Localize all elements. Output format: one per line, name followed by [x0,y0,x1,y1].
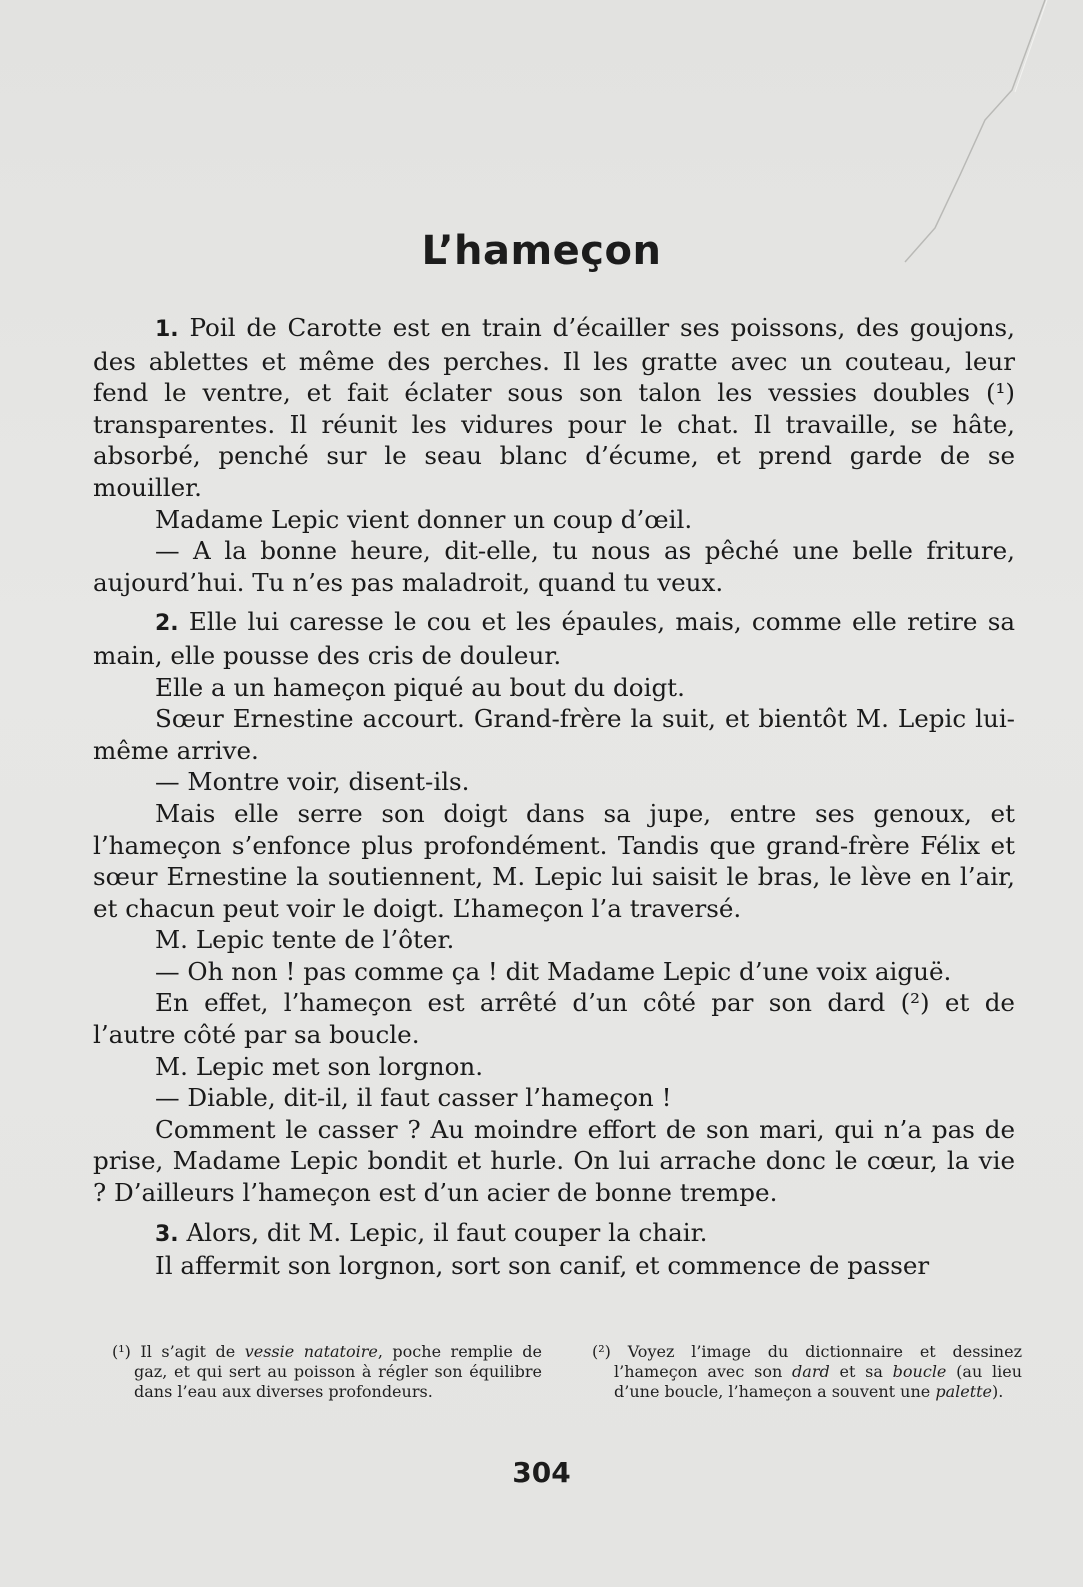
paragraph-3: — A la bonne heure, dit-elle, tu nous as pêché une belle friture, aujourd’hui. Tu n’es pas maladroit, quand tu veux. [93,536,1015,597]
paragraph-9: M. Lepic tente de l’ôter. [155,925,455,955]
page-number: 304 [512,1456,571,1489]
footnote-text: (au lieu d’une boucle, l’hameçon a souvent une [614,1362,1023,1401]
paragraph-13: — Diable, dit-il, il faut casser l’hameçon ! [155,1083,672,1113]
footnote-text: ). [992,1382,1004,1401]
footnote-italic-term: vessie natatoire [244,1342,378,1361]
footnote-italic-term: dard [792,1362,830,1381]
paragraph-6: Sœur Ernestine accourt. Grand-frère la suit, et bientôt M. Lepic lui-même arrive. [93,704,1015,765]
section-number: 2. [155,611,179,637]
paragraph-7: — Montre voir, disent-ils. [155,767,470,797]
paragraph-14: Comment le casser ? Au moindre effort de son mari, qui n’a pas de prise, Madame Lepic bondit et hurle. On lui arrache donc le cœur, la vie ? D’ailleurs l’hameçon est d’un acier de bonne trempe. [93,1114,1015,1208]
footnote-italic-term: boucle [892,1362,947,1381]
story-body [93,312,1015,1282]
paragraph-8: Mais elle serre son doigt dans sa jupe, entre ses genoux, et l’hameçon s’enfonce plus profondément. Tandis que grand-frère Félix et sœur Ernestine la soutiennent, M. Lepic lui saisit le bras, le lève en l’air, et chacun peut voir le doigt. L’hameçon l’a traversé. [93,798,1015,923]
paragraph-text: Alors, dit M. Lepic, il faut couper la chair. [178,1217,708,1247]
paragraph-16: Il affermit son lorgnon, sort son canif, et commence de passer [155,1251,930,1281]
footnote-2 [592,1342,1022,1402]
footnote-marker: (²) [592,1342,611,1361]
page-title: L’hameçon [421,228,662,274]
footnote-marker: (¹) [112,1342,131,1361]
footnote-italic-term: palette [935,1382,993,1401]
paragraph-4 [93,606,1015,671]
footnote-text: Voyez l’image du dictionnaire et dessinez l’hameçon avec son [610,1342,1022,1381]
footnote-text: Il s’agit de [130,1342,245,1361]
paragraph-15 [93,1217,1015,1251]
paragraph-12: M. Lepic met son lorgnon. [155,1051,484,1081]
paragraph-5: Elle a un hameçon piqué au bout du doigt. [155,672,685,702]
paragraph-1 [93,312,1015,504]
paragraph-text: Poil de Carotte est en train d’écailler ses poissons, des goujons, des ablettes et même des perches. Il les gratte avec un couteau, leur fend le ventre, et fait éclater sous son talon les vessies doubles (¹) transparentes. Il réunit les vidures pour le chat. Il travaille, se hâte, absorbé, penché sur le seau blanc d’écume, et prend garde de se mouiller. [93,313,1015,502]
section-number: 1. [155,317,179,342]
paragraph-text: Elle lui caresse le cou et les épaules, mais, comme elle retire sa main, elle pousse des cris de douleur. [93,607,1015,670]
footnote-text: et sa [829,1362,893,1381]
footnote-1 [112,1342,542,1402]
paragraph-11: En effet, l’hameçon est arrêté d’un côté par son dard (²) et de l’autre côté par sa boucle. [93,988,1015,1050]
section-number: 3. [155,1221,179,1247]
footnotes [112,1342,1022,1402]
paragraph-10: — Oh non ! pas comme ça ! dit Madame Lepic d’une voix aiguë. [155,956,952,986]
paragraph-2: Madame Lepic vient donner un coup d’œil. [155,504,693,534]
footnote-text: , poche remplie de gaz, et qui sert au poisson à régler son équilibre dans l’eau aux diverses profondeurs. [134,1342,542,1401]
